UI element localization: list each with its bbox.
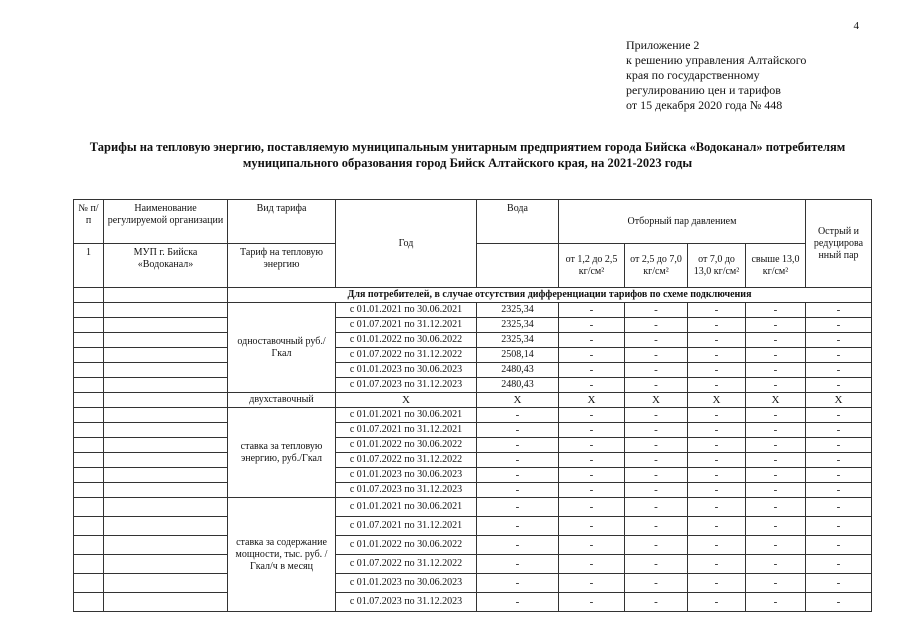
period-cell: с 01.07.2021 по 31.12.2021 [336, 517, 477, 536]
appendix-line: Приложение 2 [626, 38, 700, 52]
table-row [74, 408, 872, 423]
table-row [74, 438, 872, 453]
period-cell: с 01.01.2021 по 30.06.2021 [336, 303, 477, 318]
header-water: Вода [477, 200, 559, 244]
not-applicable-cell: X [806, 393, 872, 408]
dash-cell: - [559, 423, 625, 438]
empty-cell [74, 593, 104, 612]
dash-cell: - [806, 517, 872, 536]
group-capacity-rate: ставка за содержание мощности, тыс. руб. /Гкал/ч в месяц [228, 498, 336, 612]
dash-cell: - [559, 348, 625, 363]
dash-cell: - [625, 468, 688, 483]
period-cell: с 01.01.2023 по 30.06.2023 [336, 574, 477, 593]
dash-cell: - [559, 303, 625, 318]
dash-cell: - [746, 303, 806, 318]
empty-cell [74, 536, 104, 555]
appendix-line: регулированию цен и тарифов [626, 83, 781, 97]
header-org: Наименование регулируемой организации [104, 200, 228, 244]
empty-cell [74, 348, 104, 363]
empty-cell [104, 468, 228, 483]
empty-cell [104, 303, 228, 318]
empty-cell [104, 593, 228, 612]
title-line: Тарифы на тепловую энергию, поставляемую муниципальным унитарным предприятием города Бийска «Водоканал» потребителям [89, 140, 846, 154]
dash-cell: - [688, 536, 746, 555]
dash-cell: - [559, 498, 625, 517]
title-line: муниципального образования город Бийск Алтайского края, на 2021-2023 годы [242, 156, 693, 170]
dash-cell: - [477, 468, 559, 483]
table-row [74, 536, 872, 555]
dash-cell: - [559, 363, 625, 378]
dash-cell: - [746, 574, 806, 593]
table-row [74, 423, 872, 438]
empty-cell [104, 536, 228, 555]
empty-cell [74, 423, 104, 438]
empty-cell [104, 378, 228, 393]
group-two-rate: двухставочный [228, 393, 336, 408]
table-row [74, 574, 872, 593]
dash-cell: - [625, 593, 688, 612]
period-cell: с 01.07.2023 по 31.12.2023 [336, 483, 477, 498]
empty-cell [74, 438, 104, 453]
dash-cell: - [806, 593, 872, 612]
dash-cell: - [806, 536, 872, 555]
dash-cell: - [625, 333, 688, 348]
dash-cell: - [625, 483, 688, 498]
header-p1: от 1,2 до 2,5 кг/см² [559, 244, 625, 288]
empty-cell [74, 303, 104, 318]
not-applicable-cell: X [477, 393, 559, 408]
dash-cell: - [746, 318, 806, 333]
dash-cell: - [806, 318, 872, 333]
dash-cell: - [688, 468, 746, 483]
period-cell: с 01.01.2021 по 30.06.2021 [336, 498, 477, 517]
dash-cell: - [746, 593, 806, 612]
dash-cell: - [625, 438, 688, 453]
dash-cell: - [806, 555, 872, 574]
header-sharp-steam: Острый и редуцирова нный пар [806, 200, 872, 288]
dash-cell: - [625, 517, 688, 536]
empty-cell [74, 483, 104, 498]
dash-cell: - [625, 348, 688, 363]
dash-cell: - [746, 536, 806, 555]
dash-cell: - [625, 318, 688, 333]
header-p3: от 7,0 до 13,0 кг/см² [688, 244, 746, 288]
dash-cell: - [806, 453, 872, 468]
empty-cell [104, 453, 228, 468]
empty-cell [104, 517, 228, 536]
table-row [74, 348, 872, 363]
empty-cell [74, 333, 104, 348]
table-row [74, 483, 872, 498]
empty-cell [74, 498, 104, 517]
water-value: 2480,43 [477, 378, 559, 393]
empty-cell [104, 348, 228, 363]
header-tariff-type: Вид тарифа [228, 200, 336, 244]
period-cell: с 01.07.2022 по 31.12.2022 [336, 453, 477, 468]
dash-cell: - [688, 378, 746, 393]
table-row [74, 453, 872, 468]
dash-cell: - [559, 593, 625, 612]
dash-cell: - [806, 498, 872, 517]
header-p2: от 2,5 до 7,0 кг/см² [625, 244, 688, 288]
period-cell: с 01.01.2023 по 30.06.2023 [336, 363, 477, 378]
dash-cell: - [477, 423, 559, 438]
not-applicable-cell: X [746, 393, 806, 408]
empty-cell [104, 288, 228, 303]
dash-cell: - [688, 453, 746, 468]
page-number: 4 [853, 20, 859, 32]
period-cell: с 01.07.2022 по 31.12.2022 [336, 555, 477, 574]
appendix-header [626, 38, 806, 113]
dash-cell: - [559, 536, 625, 555]
table-row [74, 393, 872, 408]
dash-cell: - [746, 333, 806, 348]
group-one-rate: одноставочный руб./Гкал [228, 303, 336, 393]
water-value: 2325,34 [477, 303, 559, 318]
appendix-line: от 15 декабря 2020 года № 448 [626, 98, 783, 112]
dash-cell: - [688, 363, 746, 378]
dash-cell: - [746, 408, 806, 423]
empty-cell [104, 483, 228, 498]
empty-cell [74, 288, 104, 303]
dash-cell: - [746, 453, 806, 468]
dash-cell: - [477, 438, 559, 453]
row-number: 1 [74, 244, 104, 288]
dash-cell: - [559, 483, 625, 498]
not-applicable-cell: X [336, 393, 477, 408]
empty-cell [74, 517, 104, 536]
empty-cell [104, 333, 228, 348]
table-row [74, 517, 872, 536]
header-p4: свыше 13,0 кг/см² [746, 244, 806, 288]
dash-cell: - [625, 555, 688, 574]
dash-cell: - [746, 468, 806, 483]
table-row [74, 555, 872, 574]
empty-cell [104, 408, 228, 423]
dash-cell: - [477, 593, 559, 612]
tariff-name: Тариф на тепловую энергию [228, 244, 336, 288]
dash-cell: - [688, 498, 746, 517]
dash-cell: - [477, 555, 559, 574]
dash-cell: - [625, 574, 688, 593]
period-cell: с 01.01.2022 по 30.06.2022 [336, 536, 477, 555]
empty-cell [74, 574, 104, 593]
dash-cell: - [688, 555, 746, 574]
dash-cell: - [559, 438, 625, 453]
dash-cell: - [559, 333, 625, 348]
dash-cell: - [746, 483, 806, 498]
period-cell: с 01.07.2021 по 31.12.2021 [336, 318, 477, 333]
period-cell: с 01.07.2023 по 31.12.2023 [336, 593, 477, 612]
dash-cell: - [746, 348, 806, 363]
dash-cell: - [746, 438, 806, 453]
dash-cell: - [806, 333, 872, 348]
dash-cell: - [688, 318, 746, 333]
dash-cell: - [477, 517, 559, 536]
appendix-line: края по государственному [626, 68, 760, 82]
water-value: 2325,34 [477, 318, 559, 333]
header-year: Год [336, 200, 477, 288]
dash-cell: - [746, 555, 806, 574]
dash-cell: - [477, 453, 559, 468]
empty-cell [74, 555, 104, 574]
dash-cell: - [625, 498, 688, 517]
not-applicable-cell: X [625, 393, 688, 408]
table-row [74, 498, 872, 517]
dash-cell: - [806, 483, 872, 498]
dash-cell: - [806, 438, 872, 453]
dash-cell: - [688, 408, 746, 423]
period-cell: с 01.01.2021 по 30.06.2021 [336, 408, 477, 423]
document-title [40, 139, 895, 171]
dash-cell: - [477, 408, 559, 423]
not-applicable-cell: X [688, 393, 746, 408]
dash-cell: - [688, 303, 746, 318]
dash-cell: - [477, 574, 559, 593]
section-row [74, 288, 872, 303]
empty-cell [104, 423, 228, 438]
table-row [74, 318, 872, 333]
dash-cell: - [688, 438, 746, 453]
org-name: МУП г. Бийска «Водоканал» [104, 244, 228, 288]
table-row [74, 378, 872, 393]
water-subheader-empty [477, 244, 559, 288]
empty-cell [104, 318, 228, 333]
empty-cell [74, 393, 104, 408]
dash-cell: - [559, 517, 625, 536]
table-row [74, 468, 872, 483]
empty-cell [74, 408, 104, 423]
table-row [74, 363, 872, 378]
header-num: № п/п [74, 200, 104, 244]
dash-cell: - [688, 483, 746, 498]
dash-cell: - [746, 378, 806, 393]
dash-cell: - [746, 498, 806, 517]
dash-cell: - [559, 318, 625, 333]
dash-cell: - [806, 348, 872, 363]
tariff-table [73, 199, 872, 612]
empty-cell [104, 363, 228, 378]
dash-cell: - [477, 483, 559, 498]
dash-cell: - [625, 453, 688, 468]
dash-cell: - [625, 408, 688, 423]
dash-cell: - [806, 363, 872, 378]
dash-cell: - [559, 468, 625, 483]
dash-cell: - [688, 423, 746, 438]
table-row [74, 333, 872, 348]
dash-cell: - [559, 555, 625, 574]
period-cell: с 01.01.2022 по 30.06.2022 [336, 333, 477, 348]
dash-cell: - [746, 363, 806, 378]
period-cell: с 01.01.2022 по 30.06.2022 [336, 438, 477, 453]
period-cell: с 01.01.2023 по 30.06.2023 [336, 468, 477, 483]
empty-cell [104, 555, 228, 574]
empty-cell [104, 574, 228, 593]
section-title: Для потребителей, в случае отсутствия дифференциации тарифов по схеме подключения [228, 288, 872, 303]
dash-cell: - [477, 498, 559, 517]
dash-cell: - [806, 408, 872, 423]
dash-cell: - [806, 468, 872, 483]
dash-cell: - [559, 408, 625, 423]
dash-cell: - [746, 423, 806, 438]
empty-cell [104, 438, 228, 453]
dash-cell: - [688, 348, 746, 363]
empty-cell [104, 393, 228, 408]
dash-cell: - [559, 453, 625, 468]
period-cell: с 01.07.2022 по 31.12.2022 [336, 348, 477, 363]
dash-cell: - [625, 423, 688, 438]
dash-cell: - [806, 423, 872, 438]
group-energy-rate: ставка за тепловую энергию, руб./Гкал [228, 408, 336, 498]
period-cell: с 01.07.2021 по 31.12.2021 [336, 423, 477, 438]
empty-cell [74, 378, 104, 393]
water-value: 2480,43 [477, 363, 559, 378]
dash-cell: - [559, 378, 625, 393]
empty-cell [74, 363, 104, 378]
dash-cell: - [688, 574, 746, 593]
not-applicable-cell: X [559, 393, 625, 408]
dash-cell: - [806, 378, 872, 393]
dash-cell: - [559, 574, 625, 593]
dash-cell: - [688, 333, 746, 348]
empty-cell [74, 453, 104, 468]
dash-cell: - [625, 363, 688, 378]
dash-cell: - [625, 378, 688, 393]
empty-cell [104, 498, 228, 517]
water-value: 2325,34 [477, 333, 559, 348]
period-cell: с 01.07.2023 по 31.12.2023 [336, 378, 477, 393]
water-value: 2508,14 [477, 348, 559, 363]
dash-cell: - [746, 517, 806, 536]
header-steam: Отборный пар давлением [559, 200, 806, 244]
empty-cell [74, 468, 104, 483]
dash-cell: - [625, 303, 688, 318]
dash-cell: - [625, 536, 688, 555]
dash-cell: - [688, 517, 746, 536]
table-row [74, 593, 872, 612]
header-row-1 [74, 200, 872, 244]
dash-cell: - [806, 303, 872, 318]
dash-cell: - [477, 536, 559, 555]
table-row [74, 303, 872, 318]
empty-cell [74, 318, 104, 333]
dash-cell: - [806, 574, 872, 593]
dash-cell: - [688, 593, 746, 612]
appendix-line: к решению управления Алтайского [626, 53, 807, 67]
